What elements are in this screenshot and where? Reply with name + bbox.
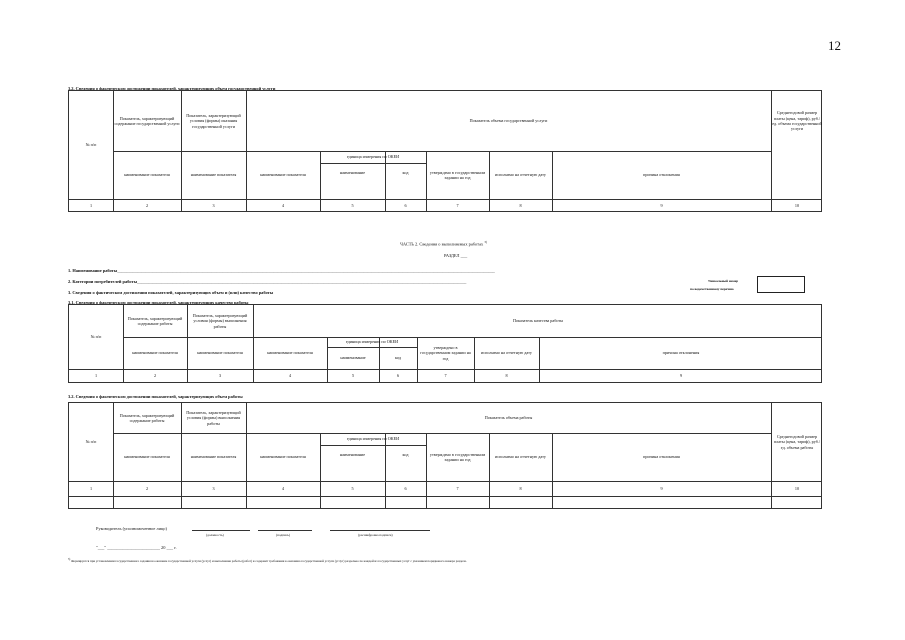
col-conditions-header: Показатель, характеризующий условия (формы) оказания государственной услуги bbox=[186, 112, 241, 129]
col-num-1: 1 bbox=[89, 202, 93, 208]
work-volume-table bbox=[68, 402, 822, 509]
col-num-2: 2 bbox=[153, 373, 157, 379]
col-conditions-name: наименование показателя bbox=[197, 350, 243, 356]
col-unit-header: единица измерения по ОКЕИ bbox=[345, 339, 399, 345]
col-num-1: 1 bbox=[94, 373, 98, 379]
col-num-2: 2 bbox=[145, 485, 149, 491]
col-fee-header: Среднегодовой размер платы (цена, тариф), руб./ед. объема государственной услуги bbox=[772, 110, 822, 132]
col-indicator-name: наименование показателя bbox=[267, 350, 313, 356]
col-num-2: 2 bbox=[145, 202, 149, 208]
col-num-3: 3 bbox=[212, 485, 215, 491]
signature-caption-name: (расшифровка подписи) bbox=[358, 533, 393, 537]
signature-caption-signature: (подпись) bbox=[276, 533, 291, 537]
col-content-header: Показатель, характеризующий содержание государственной услуги bbox=[114, 115, 180, 126]
page-number: 12 bbox=[828, 38, 841, 53]
col-approved: утверждено в государственном задании на год bbox=[420, 344, 471, 361]
col-content-header: Показатель, характеризующий содержание работы bbox=[119, 412, 175, 423]
col-indicator-header: Показатель качества работы bbox=[512, 318, 564, 324]
col-num-4: 4 bbox=[281, 485, 285, 491]
col-content-name: наименование показателя bbox=[124, 454, 170, 460]
col-unit-header: единица измерения по ОКЕИ bbox=[346, 154, 400, 160]
col-num-6: 6 bbox=[404, 485, 407, 491]
signature-head-label: Руководитель (уполномоченное лицо) bbox=[96, 526, 167, 531]
col-num-1: 1 bbox=[89, 485, 93, 491]
signature-line-signature bbox=[258, 530, 312, 531]
col-num-10: 10 bbox=[794, 485, 800, 491]
col-num-7: 7 bbox=[456, 485, 459, 491]
col-indicator-header: Показатель объема работы bbox=[484, 415, 533, 421]
col-reason: причина отклонения bbox=[643, 172, 680, 178]
col-num-4: 4 bbox=[281, 202, 285, 208]
col-num-7: 7 bbox=[444, 373, 447, 379]
col-executed: исполнено на отчетную дату bbox=[480, 350, 533, 356]
col-unit-code: код bbox=[395, 355, 401, 361]
col-approved: утверждено в государственном задании на год bbox=[429, 169, 486, 180]
col-num-8: 8 bbox=[519, 485, 522, 491]
col-num-8: 8 bbox=[505, 373, 508, 379]
col-num-8: 8 bbox=[519, 202, 522, 208]
col-number-header: № п/п bbox=[85, 439, 97, 445]
signature-caption-position: (должность) bbox=[206, 533, 224, 537]
col-unit-header: единица измерения по ОКЕИ bbox=[346, 436, 400, 442]
col-content-header: Показатель, характеризующий содержание работы bbox=[127, 315, 183, 326]
section-caption-work-volume: 3.2. Сведения о фактическом достижении показателей, характеризующих объем работы bbox=[68, 394, 243, 399]
col-unit-code: код bbox=[402, 170, 409, 176]
part2-title: ЧАСТЬ 2. Сведения о выполняемых работах $^{3)}$ bbox=[400, 240, 487, 247]
part2-section: РАЗДЕЛ ___ bbox=[444, 253, 468, 258]
col-conditions-header: Показатель, характеризующий условия (формы) выполнения работы bbox=[186, 409, 241, 426]
unique-number-label: Уникальный номер bbox=[708, 279, 739, 283]
col-conditions-name: наименование показателя bbox=[190, 172, 237, 178]
unique-number-label-2: по ведомственному перечню bbox=[690, 287, 734, 291]
col-num-3: 3 bbox=[212, 202, 215, 208]
consumer-categories-line: 2. Категории потребителей работы______________________________________________________________________________________________________________________________________________________ bbox=[68, 279, 467, 284]
col-num-10: 10 bbox=[794, 202, 800, 208]
col-fee-header: Среднегодовой размер платы (цена, тариф), руб./ед. объема работы bbox=[773, 433, 821, 450]
col-executed: исполнено на отчетную дату bbox=[494, 172, 547, 178]
col-unit-name: наименование bbox=[339, 452, 366, 458]
col-number-header: № п/п bbox=[85, 142, 97, 148]
col-indicator-name: наименование показателя bbox=[260, 454, 306, 460]
col-content-name: наименование показателя bbox=[124, 172, 170, 178]
work-name-line: 1. Наименование работы____________________________________________________________________________________________________________________________________________________________________________ bbox=[68, 268, 495, 273]
col-content-name: наименование показателя bbox=[132, 350, 178, 356]
section31-line: 3.1. Сведения о фактическом достижении показателей, характеризующих качество работы bbox=[68, 300, 249, 305]
col-num-7: 7 bbox=[456, 202, 459, 208]
col-approved: утверждено в государственном задании на год bbox=[429, 451, 486, 462]
col-unit-name: наименование bbox=[340, 355, 366, 361]
unique-number-box[interactable] bbox=[757, 276, 805, 293]
col-num-9: 9 bbox=[660, 485, 663, 491]
col-conditions-name: наименование показателя bbox=[190, 454, 237, 460]
col-num-9: 9 bbox=[679, 373, 683, 379]
footnote: $^{3)}$ Формируется при установлении государственного задания на оказание государственной услуги (услуг) и выполнение работы (работ) и содержит требования к оказанию государственной услуги (услуг) раздельно по каждой из государственных услуг с указанием порядкового номера раздела. bbox=[68, 558, 467, 564]
col-unit-name: наименование bbox=[339, 170, 366, 176]
col-num-6: 6 bbox=[404, 202, 407, 208]
col-num-6: 6 bbox=[396, 373, 400, 379]
col-num-5: 5 bbox=[351, 202, 354, 208]
col-indicator-header: Показатель объема государственной услуги bbox=[469, 118, 548, 124]
signature-date: "___" ________________________ 20 ___ г. bbox=[96, 545, 177, 550]
col-conditions-header: Показатель, характеризующий условия (формы) выполнения работы bbox=[192, 312, 248, 329]
signature-line-position bbox=[192, 530, 250, 531]
col-num-3: 3 bbox=[218, 373, 222, 379]
col-indicator-name: наименование показателя bbox=[260, 172, 306, 178]
col-num-5: 5 bbox=[351, 373, 355, 379]
section-caption-service-volume: 3.2. Сведения о фактическом достижении показателей, характеризующих объем государственной услуги bbox=[68, 86, 276, 91]
col-unit-code: код bbox=[402, 452, 409, 458]
col-num-9: 9 bbox=[660, 202, 663, 208]
col-num-5: 5 bbox=[351, 485, 354, 491]
col-number-header: № п/п bbox=[90, 334, 102, 340]
col-num-4: 4 bbox=[288, 373, 292, 379]
signature-line-name bbox=[330, 530, 430, 531]
work-quality-table bbox=[68, 304, 822, 383]
col-reason: причина отклонения bbox=[643, 454, 680, 460]
service-volume-table bbox=[68, 90, 822, 212]
section3-line: 3. Сведения о фактическом достижении показателей, характеризующих объем и (или) качество работы bbox=[68, 290, 274, 295]
col-executed: исполнено на отчетную дату bbox=[494, 454, 547, 460]
col-reason: причина отклонения bbox=[662, 350, 700, 356]
